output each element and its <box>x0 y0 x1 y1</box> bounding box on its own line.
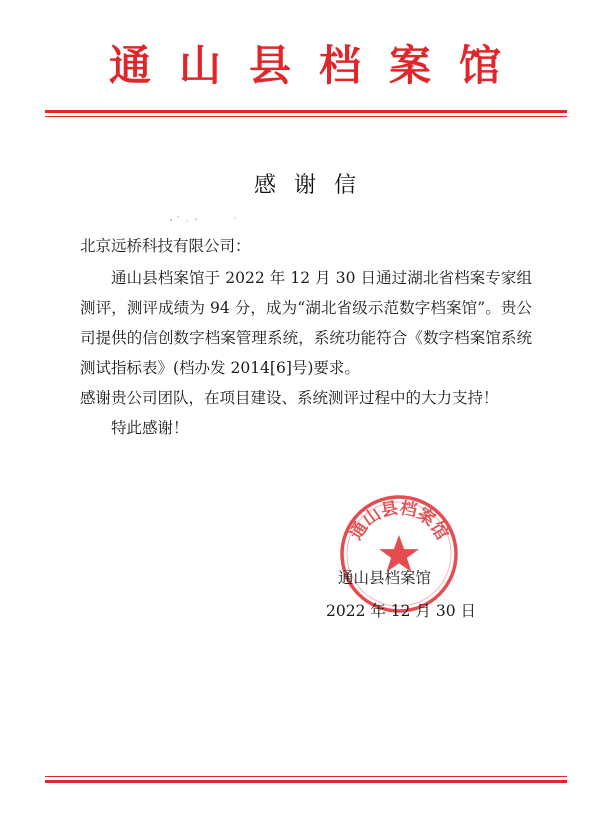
document-title: 感谢信 <box>253 173 374 198</box>
official-seal <box>338 493 460 615</box>
signature-organization: 通山县档案馆 <box>338 569 432 587</box>
body-paragraph-thanks: 感谢贵公司团队，在项目建设、系统测评过程中的大力支持！ <box>80 389 499 407</box>
addressee: 北京远桥科技有限公司： <box>80 237 251 255</box>
body-paragraph-closing: 特此感谢！ <box>111 419 189 437</box>
footer-rule-thin <box>45 776 567 777</box>
letterhead-rule-thick <box>45 110 567 113</box>
body-paragraph-main: 通山县档案馆于 2022 年 12 月 30 日通过湖北省档案专家组测评，测评成绩为 94 分，成为“湖北省级示范数字档案馆”。贵公司提供的信创数字档案管理系统，系统功能符合《数字档案馆系统测试指标表》(档办发 2014[6]号)要求。 <box>80 269 532 377</box>
letterhead-rule-thin <box>45 116 567 117</box>
letter-body <box>80 263 532 443</box>
footer-rule-thick <box>45 780 567 783</box>
letterhead-org-name: 通山县档案馆 <box>108 41 529 90</box>
seal-ring-text: 通山县档案馆 <box>346 498 452 544</box>
signature-date: 2022 年 12 月 30 日 <box>326 602 477 620</box>
scan-specks <box>165 214 245 224</box>
